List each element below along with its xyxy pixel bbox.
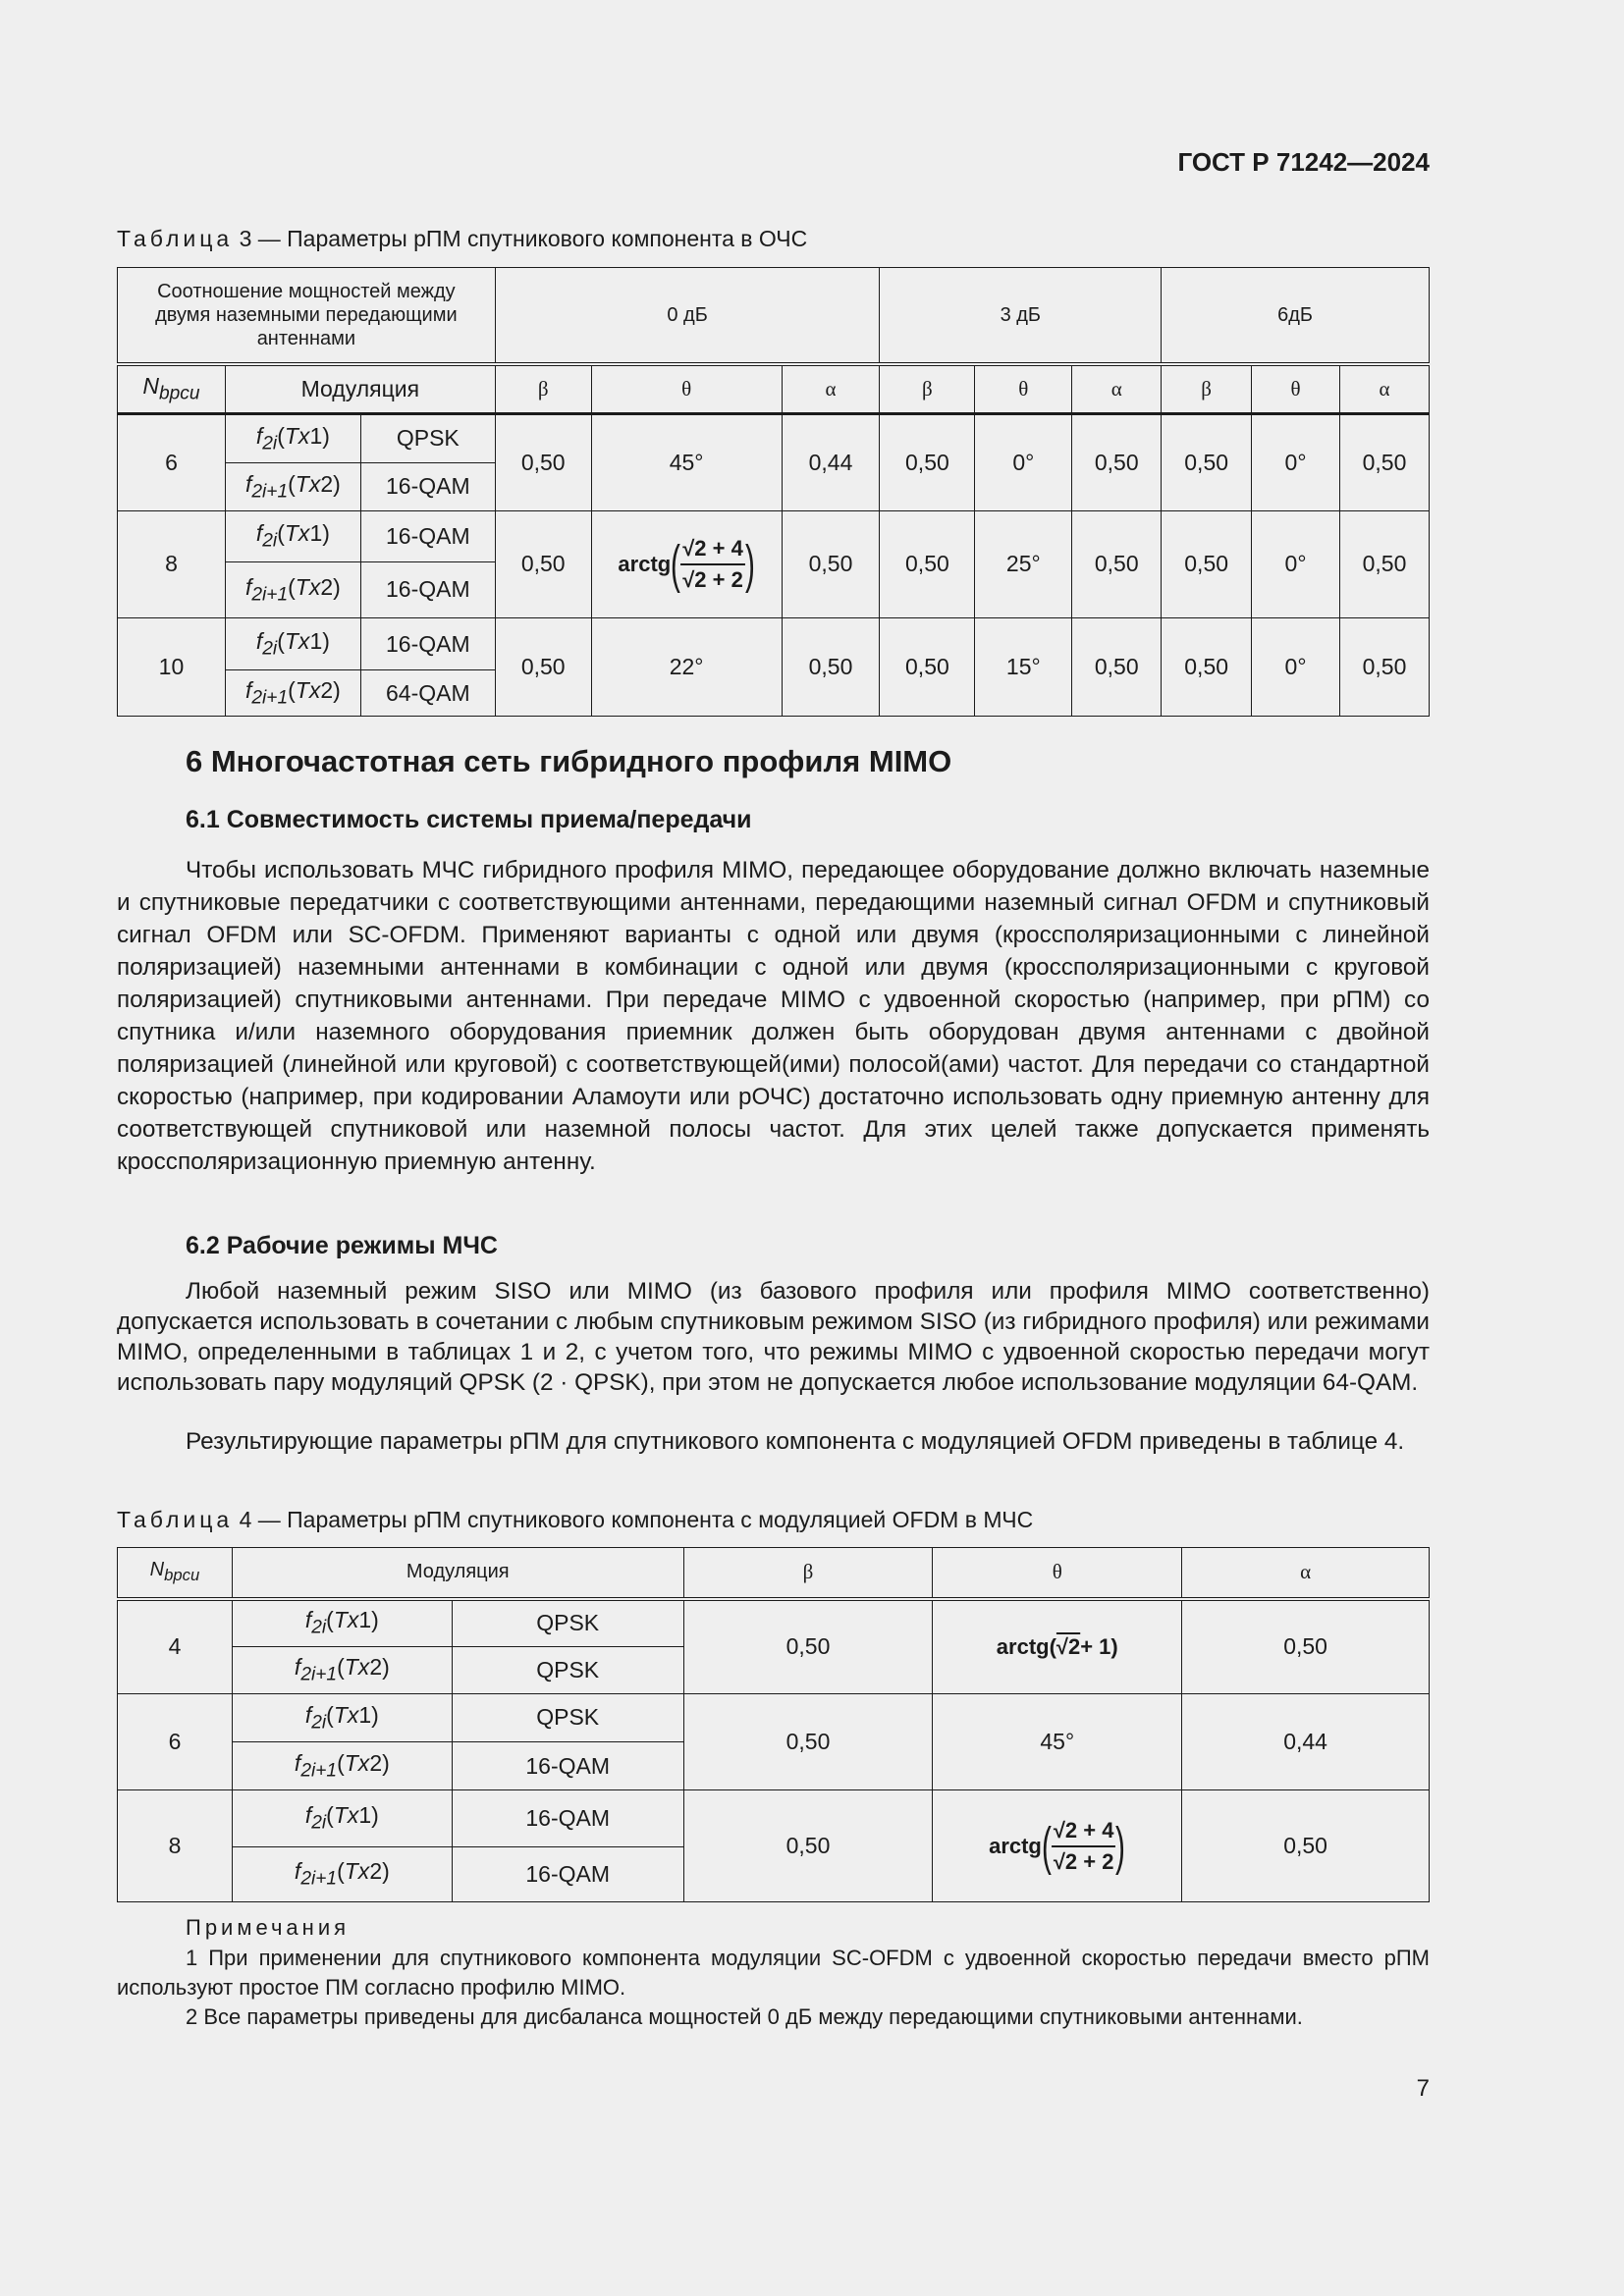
tx2-label: $f_{2i+1}(Tx2)$ (232, 1646, 452, 1693)
tx2-label: $f_{2i+1}(Tx2)$ (225, 462, 360, 510)
beta-cell: 0,50 (1162, 413, 1252, 510)
section-6-2-paragraph-2: Результирующие параметры рПМ для спутникового компонента с модуляцией OFDM приведены в таблице 4. (186, 1428, 1405, 1455)
table-row (118, 1790, 1430, 1846)
tx2-label: $f_{2i+1}(Tx2)$ (232, 1846, 452, 1901)
theta-formula-cell (933, 1790, 1182, 1902)
col-beta: β (1162, 364, 1252, 413)
table-row (118, 1693, 1430, 1741)
tx2-label: $f_{2i+1}(Tx2)$ (225, 670, 360, 717)
tx2-modulation: 16-QAM (360, 462, 495, 510)
tx1-modulation: 16-QAM (452, 1790, 683, 1846)
note-2: 2 Все параметры приведены для дисбаланса мощностей 0 дБ между передающими спутниковыми антеннами. (186, 2004, 1303, 2029)
theta-cell: 22° (591, 618, 782, 717)
col-beta: β (683, 1548, 933, 1599)
tx1-modulation: 16-QAM (360, 510, 495, 561)
beta-cell: 0,50 (683, 1693, 933, 1790)
theta-cell: 0° (975, 413, 1072, 510)
section-6-1-title: 6.1 Совместимость системы приема/передачи (186, 806, 752, 833)
arctg-formula: arctg ( $\frac{√2 + 4}{√2 + 2}$ ) (989, 1816, 1126, 1876)
beta-cell: 0,50 (880, 510, 975, 617)
col-theta: θ (591, 364, 782, 413)
col-alpha: α (782, 364, 880, 413)
col-alpha: α (1072, 364, 1162, 413)
power-ratio-header: Соотношение мощностей между двумя наземными передающими антеннами (118, 268, 496, 365)
table3-caption: Таблица 3 — Параметры рПМ спутникового компонента в ОЧС (117, 226, 808, 251)
beta-cell: 0,50 (495, 618, 591, 717)
tx1-modulation: QPSK (360, 413, 495, 462)
col-n-bpcu: $N_{bpcu}$ (118, 1548, 233, 1599)
alpha-cell: 0,50 (1072, 413, 1162, 510)
n-bpcu-cell: 8 (118, 1790, 233, 1902)
n-bpcu-cell: 6 (118, 413, 226, 510)
col-modulation: Модуляция (232, 1548, 683, 1599)
group-6db: 6дБ (1162, 268, 1430, 365)
alpha-cell: 0,50 (1340, 618, 1430, 717)
tx1-modulation: 16-QAM (360, 618, 495, 670)
tx2-modulation: 16-QAM (360, 561, 495, 617)
col-theta: θ (1252, 364, 1340, 413)
theta-cell: 45° (933, 1693, 1182, 1790)
theta-cell: 25° (975, 510, 1072, 617)
alpha-cell: 0,50 (782, 618, 880, 717)
theta-cell: 45° (591, 413, 782, 510)
beta-cell: 0,50 (880, 413, 975, 510)
alpha-cell: 0,50 (1182, 1599, 1430, 1694)
theta-formula-cell (591, 510, 782, 617)
n-bpcu-cell: 4 (118, 1599, 233, 1694)
col-n-bpcu: $N_{bpcu}$ (118, 364, 226, 413)
tx2-label: $f_{2i+1}(Tx2)$ (232, 1742, 452, 1790)
beta-cell: 0,50 (683, 1599, 933, 1694)
section-6-2-paragraph: Любой наземный режим SISO или MIMO (из базового профиля или профиля MIMO соответственно) допускается использовать в сочетании с любым спутниковым режимом SISO (из гибридного профиля) или режимами MIMO, определенными в таблицах 1 и 2, с учетом того, что режимы MIMO с удвоенной скоростью передачи могут использовать пару модуляций QPSK (2 · QPSK), при этом не допускается любое использование модуляции 64-QAM. (117, 1278, 1430, 1396)
col-alpha: α (1340, 364, 1430, 413)
n-bpcu-cell: 8 (118, 510, 226, 617)
tx1-label: $f_{2i}(Tx1)$ (232, 1790, 452, 1846)
arctg-formula: arctg ( $\frac{√2 + 4}{√2 + 2}$ ) (618, 534, 755, 594)
alpha-cell: 0,50 (782, 510, 880, 617)
col-theta: θ (975, 364, 1072, 413)
col-theta: θ (933, 1548, 1182, 1599)
group-3db: 3 дБ (880, 268, 1162, 365)
table-row (118, 510, 1430, 561)
table-row (118, 618, 1430, 670)
col-modulation: Модуляция (225, 364, 495, 413)
tx1-modulation: QPSK (452, 1693, 683, 1741)
beta-cell: 0,50 (880, 618, 975, 717)
col-beta: β (495, 364, 591, 413)
alpha-cell: 0,44 (782, 413, 880, 510)
tx2-label: $f_{2i+1}(Tx2)$ (225, 561, 360, 617)
tx1-label: $f_{2i}(Tx1)$ (232, 1693, 452, 1741)
alpha-cell: 0,50 (1072, 510, 1162, 617)
theta-formula-cell (933, 1599, 1182, 1694)
tx2-modulation: 64-QAM (360, 670, 495, 717)
section-6-2-title: 6.2 Рабочие режимы МЧС (186, 1232, 498, 1259)
section-6-title: 6 Многочастотная сеть гибридного профиля MIMO (186, 744, 952, 778)
tx2-modulation: 16-QAM (452, 1742, 683, 1790)
alpha-cell: 0,50 (1340, 413, 1430, 510)
col-alpha: α (1182, 1548, 1430, 1599)
table-row (118, 413, 1430, 462)
section-6-1-paragraph: Чтобы использовать МЧС гибридного профиля MIMO, передающее оборудование должно включать наземные и спутниковые передатчики с соответствующими антеннами, передающими наземный сигнал OFDM и спутниковый сигнал OFDM или SC-OFDM. Применяют варианты с одной или двумя (кроссполяризационными с линейной поляризацией) наземными антеннами в комбинации с одной или двумя (кроссполяризационными с круговой поляризацией) спутниковыми антеннами. При передаче MIMO с удвоенной скоростью (например, при рПМ) со спутника и/или наземного оборудования приемник должен быть оборудован двумя антеннами с двойной поляризацией (линейной или круговой) с соответствующей(ими) полосой(ами) частот. Для передачи со стандартной скоростью (например, при кодировании Аламоути или рОЧС) достаточно использовать одну приемную антенну для соответствующей спутниковой или наземной полосы частот. Для этих целей также допускается применять кроссполяризационную приемную антенну. (117, 857, 1430, 1175)
group-0db: 0 дБ (495, 268, 880, 365)
table-row (118, 1599, 1430, 1646)
tx2-modulation: 16-QAM (452, 1846, 683, 1901)
beta-cell: 0,50 (683, 1790, 933, 1902)
theta-cell: 0° (1252, 618, 1340, 717)
tx2-modulation: QPSK (452, 1646, 683, 1693)
beta-cell: 0,50 (495, 510, 591, 617)
tx1-label: $f_{2i}(Tx1)$ (225, 510, 360, 561)
tx1-label: $f_{2i}(Tx1)$ (225, 618, 360, 670)
tx1-label: $f_{2i}(Tx1)$ (232, 1599, 452, 1646)
beta-cell: 0,50 (1162, 618, 1252, 717)
theta-cell: 0° (1252, 510, 1340, 617)
alpha-cell: 0,44 (1182, 1693, 1430, 1790)
arctg-formula: arctg( √2 + 1) (996, 1634, 1118, 1660)
table4-caption: Таблица 4 — Параметры рПМ спутникового компонента с модуляцией OFDM в МЧС (117, 1507, 1034, 1532)
notes-title: Примечания (186, 1915, 351, 1940)
beta-cell: 0,50 (495, 413, 591, 510)
alpha-cell: 0,50 (1340, 510, 1430, 617)
beta-cell: 0,50 (1162, 510, 1252, 617)
page-number: 7 (1416, 2075, 1430, 2102)
alpha-cell: 0,50 (1182, 1790, 1430, 1902)
n-bpcu-cell: 10 (118, 618, 226, 717)
note-1: 1 При применении для спутникового компонента модуляции SC-OFDM с удвоенной скоростью передачи вместо рПМ используют простое ПМ согласно профилю MIMO. (117, 1946, 1430, 2000)
tx1-label: $f_{2i}(Tx1)$ (225, 413, 360, 462)
n-bpcu-cell: 6 (118, 1693, 233, 1790)
table3 (117, 267, 1430, 717)
document-header: ГОСТ Р 71242—2024 (1177, 147, 1430, 177)
tx1-modulation: QPSK (452, 1599, 683, 1646)
table4 (117, 1547, 1430, 1902)
theta-cell: 0° (1252, 413, 1340, 510)
col-beta: β (880, 364, 975, 413)
theta-cell: 15° (975, 618, 1072, 717)
alpha-cell: 0,50 (1072, 618, 1162, 717)
